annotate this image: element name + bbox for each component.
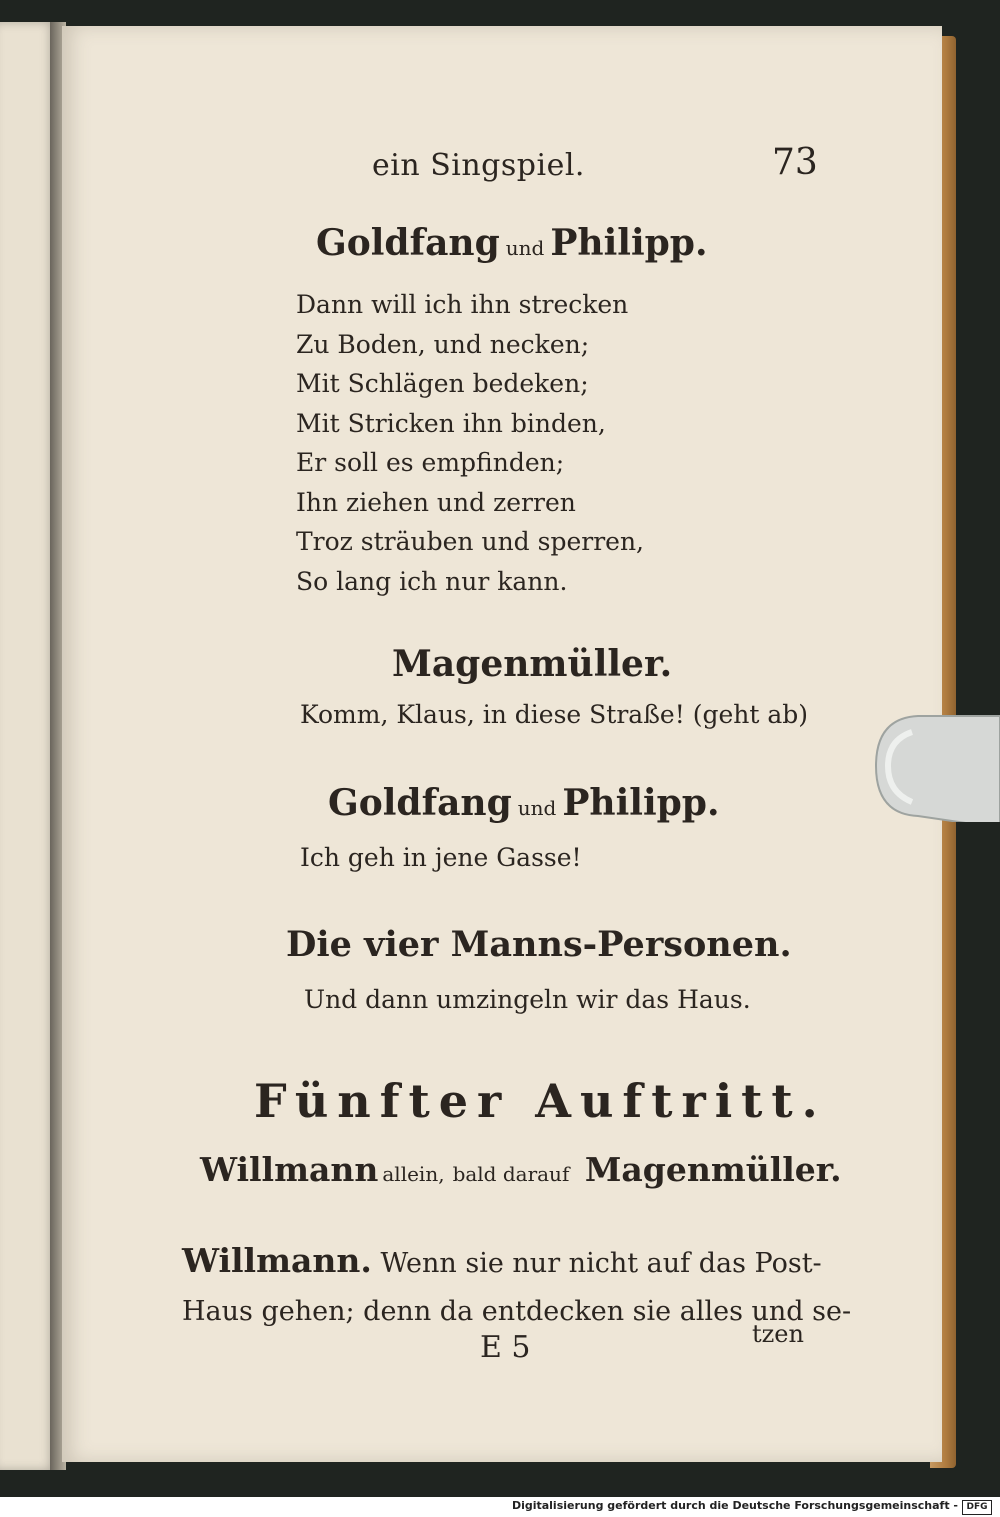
cast-name: Willmann <box>200 1150 379 1189</box>
speaker-goldfang-philipp-2 <box>328 782 720 824</box>
page-clip-tab <box>872 710 1000 822</box>
dialogue-line: Und dann umzingeln wir das Haus. <box>304 985 751 1014</box>
verse-line: Zu Boden, und necken; <box>296 329 590 359</box>
prose-speaker: Willmann. <box>182 1241 372 1280</box>
prose-text: Wenn sie nur nicht auf das Post- <box>380 1248 822 1279</box>
dialogue-line: Komm, Klaus, in diese Straße! (geht ab) <box>300 700 808 729</box>
page-number: 73 <box>772 142 818 183</box>
footer-credit: Digitalisierung gefördert durch die Deutsche Forschungsgemeinschaft - <box>511 1499 958 1512</box>
speaker-conjunction: und <box>517 796 557 820</box>
speaker-conjunction: und <box>505 236 545 260</box>
cast-note-2: bald darauf <box>452 1162 570 1186</box>
verse-line: Mit Schlägen bedeken; <box>296 369 589 398</box>
cast-note: allein, <box>382 1162 445 1186</box>
prose-line: Haus gehen; denn da entdecken sie alles und se- <box>182 1296 852 1327</box>
running-head: ein Singspiel. <box>372 148 585 183</box>
speaker-name: Goldfang <box>328 782 512 824</box>
dialogue-line: Ich geh in jene Gasse! <box>300 843 582 872</box>
signature-mark: E 5 <box>480 1330 531 1365</box>
verse-line: So lang ich nur kann. <box>296 566 568 596</box>
verse-line: Troz sträuben und sperren, <box>296 527 644 556</box>
speaker-name: Goldfang <box>316 222 500 264</box>
speaker-magenmueller: Magenmüller. <box>392 643 673 685</box>
verse-line: Dann will ich ihn strecken <box>296 290 629 319</box>
speaker-four-men: Die vier Manns-Personen. <box>286 924 792 965</box>
cast-name-2: Magenmüller. <box>584 1150 842 1189</box>
scene-heading: Fünfter Auftritt. <box>254 1074 827 1128</box>
verse-line: Ihn ziehen und zerren <box>296 487 576 517</box>
verse-line: Er soll es empfinden; <box>296 448 565 477</box>
verse-line: Mit Stricken ihn binden, <box>296 408 606 438</box>
catchword: tzen <box>752 1320 804 1348</box>
prose-line <box>182 1237 851 1288</box>
dfg-logo: DFG <box>962 1500 992 1515</box>
prose-block <box>182 1237 851 1336</box>
speaker-name-2: Philipp. <box>562 782 720 824</box>
speaker-name-2: Philipp. <box>550 222 708 264</box>
verse-block <box>296 285 644 601</box>
speaker-goldfang-philipp <box>316 222 708 264</box>
scene-cast-line <box>200 1150 842 1189</box>
